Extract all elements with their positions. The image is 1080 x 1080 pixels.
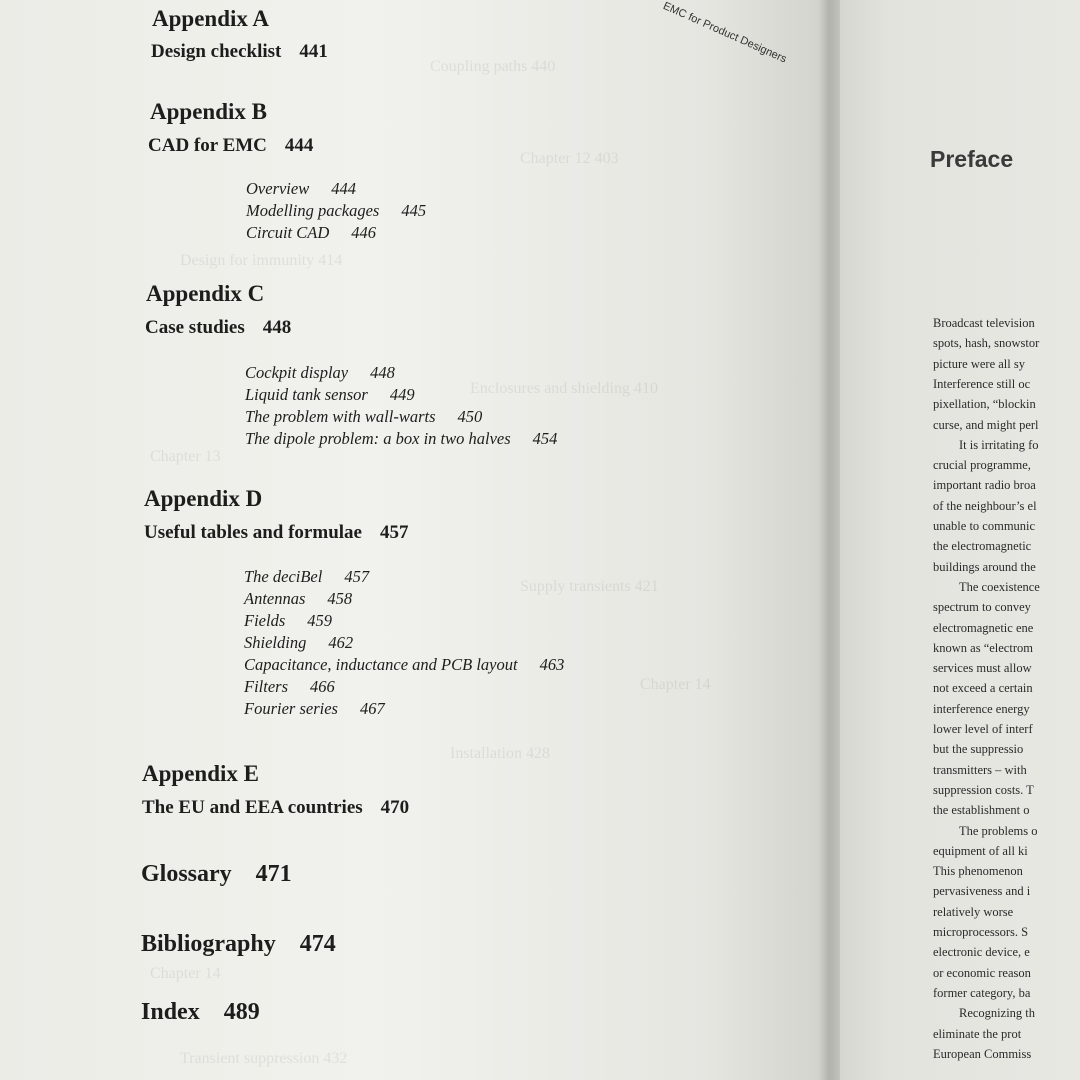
preface-line: or economic reason bbox=[933, 965, 1031, 980]
preface-line: not exceed a certain bbox=[933, 681, 1033, 696]
preface-line: of the neighbour’s el bbox=[933, 498, 1037, 513]
preface-line: important radio broa bbox=[933, 478, 1036, 493]
right-page bbox=[840, 0, 1080, 1080]
appendix-e-subtitle: The EU and EEA countries 470 bbox=[142, 797, 410, 818]
appendix-c-subtitle: Case studies 448 bbox=[145, 317, 292, 338]
appendix-b-title: Appendix B bbox=[150, 99, 267, 124]
preface-line: interference energy bbox=[933, 701, 1030, 716]
preface-line: pixellation, “blockin bbox=[933, 397, 1036, 412]
preface-line: services must allow bbox=[933, 661, 1032, 676]
appendix-c-items bbox=[245, 362, 557, 450]
preface-line: lower level of interf bbox=[933, 722, 1033, 736]
preface-line: eliminate the prot bbox=[933, 1026, 1022, 1041]
preface-line: Broadcast television bbox=[933, 316, 1035, 330]
preface-line: spectrum to convey bbox=[933, 600, 1031, 615]
appendix-c-title: Appendix C bbox=[146, 281, 265, 306]
left-page: Coupling paths 440 Chapter 12 403 Design for immunity 414 Enclosures and shielding 410 Chapter 13 Supply transients 421 Chapter 14 Installation 428 Chapter 14 Transient suppression 432 EMC for Product Designers Appendix A Design checklist 441 Appendix B CAD for EMC 444 Overview 444 Modelling packages 445 Circuit CAD 446 Appendix C Case studies 448 Cockpit display 448 Liquid tank sensor 449 The problem with wall-warts 450 The dipole problem: a box in two halves 454 Appendix D Useful tables and formulae 457 The deciBel 457 Antennas 458 Fields 459 Shielding 462 Capacitance, inductance and PCB layout 463 Filters 466 Fourier series 467 Appendix E The EU and EEA countries 470 Glossary 471 Bibliography 474 Index 489 bbox=[0, 0, 830, 1080]
preface-line: electromagnetic ene bbox=[933, 620, 1034, 635]
preface-line: Interference still oc bbox=[933, 376, 1031, 391]
running-head: EMC for Product Designers bbox=[661, 0, 789, 66]
preface-line: It is irritating fo bbox=[959, 437, 1039, 452]
appendix-e-title: Appendix E bbox=[142, 761, 259, 786]
toc-item: Antennas 458 bbox=[244, 589, 353, 608]
preface-line: the establishment o bbox=[933, 803, 1030, 818]
preface-line: the electromagnetic bbox=[933, 539, 1032, 554]
preface-line: buildings around the bbox=[933, 559, 1036, 574]
glossary-entry: Glossary 471 bbox=[141, 861, 292, 887]
preface-line: picture were all sy bbox=[933, 356, 1025, 371]
preface-line: known as “electrom bbox=[933, 640, 1033, 655]
preface-line: suppression costs. T bbox=[933, 782, 1034, 797]
preface-line: This phenomenon bbox=[933, 864, 1023, 879]
appendix-d-title: Appendix D bbox=[144, 486, 263, 511]
preface-line: transmitters – with bbox=[933, 762, 1027, 777]
preface-line: The coexistence bbox=[959, 579, 1040, 594]
preface-line: electronic device, e bbox=[933, 945, 1030, 960]
toc-item: The dipole problem: a box in two halves 454 bbox=[245, 429, 558, 448]
preface-line: curse, and might perl bbox=[933, 417, 1039, 432]
preface-line: The problems o bbox=[959, 823, 1038, 838]
appendix-a-title: Appendix A bbox=[152, 6, 269, 31]
preface-line: unable to communic bbox=[933, 519, 1036, 533]
preface-line: former category, ba bbox=[933, 985, 1031, 1000]
toc-item: Capacitance, inductance and PCB layout 463 bbox=[244, 655, 565, 674]
toc-item: Fields 459 bbox=[244, 611, 332, 630]
toc-item: Overview 444 bbox=[246, 179, 356, 198]
bibliography-entry: Bibliography 474 bbox=[141, 931, 336, 957]
toc-item: The problem with wall-warts 450 bbox=[245, 407, 483, 426]
toc-item: Shielding 462 bbox=[244, 633, 354, 652]
preface-line: Recognizing th bbox=[959, 1006, 1036, 1021]
preface-line: European Commiss bbox=[933, 1046, 1032, 1061]
preface-line: pervasiveness and i bbox=[933, 884, 1031, 899]
preface-line: but the suppressio bbox=[933, 742, 1024, 757]
preface-line: spots, hash, snowstor bbox=[933, 336, 1040, 351]
appendix-b-subtitle: CAD for EMC 444 bbox=[148, 135, 314, 156]
preface-line: equipment of all ki bbox=[933, 843, 1028, 858]
appendix-d-subtitle: Useful tables and formulae 457 bbox=[144, 522, 409, 543]
toc-item: Filters 466 bbox=[244, 677, 335, 696]
preface-line: microprocessors. S bbox=[933, 925, 1029, 939]
preface-line: crucial programme, bbox=[933, 458, 1031, 473]
toc-item: Circuit CAD 446 bbox=[246, 223, 377, 242]
index-entry: Index 489 bbox=[141, 999, 260, 1025]
preface-heading: Preface bbox=[930, 146, 1014, 172]
appendix-a-subtitle: Design checklist 441 bbox=[151, 41, 328, 62]
toc-item: Fourier series 467 bbox=[244, 699, 385, 718]
preface-line: relatively worse bbox=[933, 904, 1014, 919]
appendix-d-items bbox=[244, 566, 564, 720]
toc-item: Modelling packages 445 bbox=[246, 201, 427, 220]
toc-item: The deciBel 457 bbox=[244, 567, 370, 586]
toc-item: Cockpit display 448 bbox=[245, 363, 395, 382]
toc-item: Liquid tank sensor 449 bbox=[245, 385, 415, 404]
appendix-b-items bbox=[246, 178, 426, 244]
